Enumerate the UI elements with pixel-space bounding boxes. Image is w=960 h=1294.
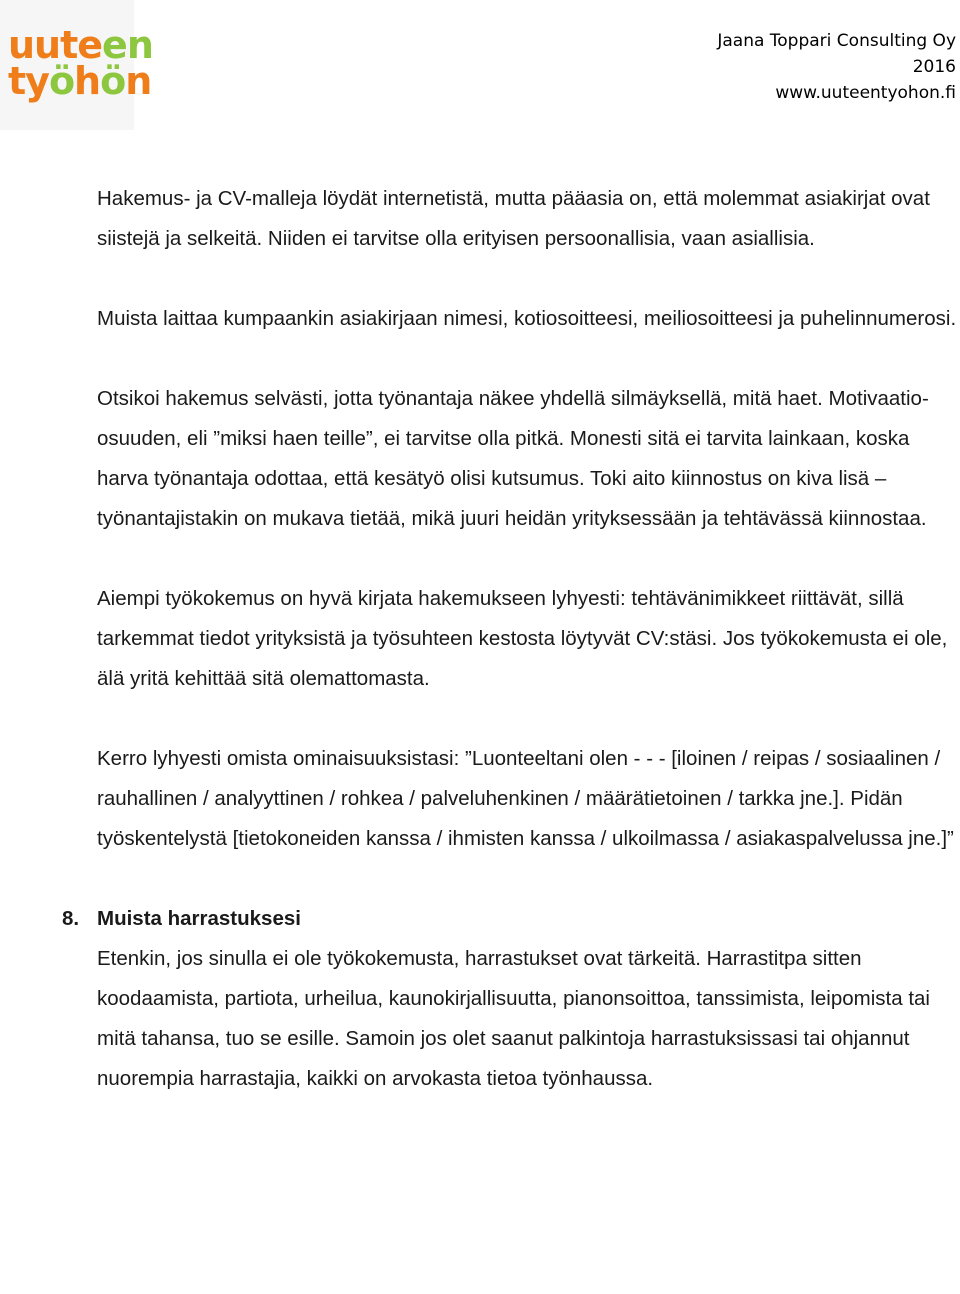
paragraph-templates: Hakemus- ja CV-malleja löydät internetistä, mutta pääasia on, että molemmat asiakirjat ovat siistejä ja selkeitä. Niiden ei tarvitse olla erityisen persoonallisia, vaan asiallisia. — [97, 187, 930, 250]
section-number: 8. — [62, 907, 80, 930]
logo-text: ty — [8, 59, 49, 103]
website-link[interactable]: www.uuteentyohon.fi — [775, 83, 956, 103]
logo-text: n — [125, 59, 152, 103]
paragraph-personal-qualities: Kerro lyhyesti omista ominaisuuksistasi: ”Luonteeltani olen - - - [iloinen / reipas / sosiaalinen / rauhallinen / analyyttinen / rohkea / palveluhenkinen / määrätietoinen / tarkka jne.]. Pidän työskentelystä [tietokoneiden kanssa / ihmisten kanssa / ulkoilmassa / asiakaspalvelussa jne.]” — [97, 747, 954, 850]
document-body — [62, 179, 959, 1099]
logo-text: ö — [100, 59, 126, 103]
logo-text: ö — [48, 59, 75, 103]
section-8-heading — [62, 899, 959, 939]
logo-text: uute — [8, 23, 103, 67]
paragraph-hobbies: Etenkin, jos sinulla ei ole työkokemusta, harrastukset ovat tärkeitä. Harrastitpa sitten koodaamista, partiota, urheilua, kaunokirjallisuutta, pianonsoittoa, tanssimista, leipomista tai mitä tahansa, tuo se esille. Samoin jos olet saanut palkintoja harrastuksissasi tai ohjannut nuorempia harrastajia, kaikki on arvokasta tietoa työnhaussa. — [97, 947, 930, 1090]
header-info — [717, 28, 956, 106]
company-name: Jaana Toppari Consulting Oy — [717, 31, 956, 51]
paragraph-title-motivation: Otsikoi hakemus selvästi, jotta työnantaja näkee yhdellä silmäyksellä, mitä haet. Motivaatio-osuuden, eli ”miksi haen teille”, ei tarvitse olla pitkä. Monesti sitä ei tarvita lainkaan, koska harva työnantaja odottaa, että kesätyö olisi kutsumus. Toki aito kiinnostus on kiva lisä – työnantajistakin on mukava tietää, mikä juuri heidän yrityksessään ja tehtävässä kiinnostaa. — [97, 387, 929, 530]
logo-text: h — [74, 59, 101, 103]
logo-line-2 — [8, 59, 152, 103]
paragraph-contact-info: Muista laittaa kumpaankin asiakirjaan nimesi, kotiosoitteesi, meiliosoitteesi ja puhelinnumerosi. — [97, 307, 957, 330]
uuteen-tyohon-logo — [0, 0, 153, 130]
paragraph-work-experience: Aiempi työkokemus on hyvä kirjata hakemukseen lyhyesti: tehtävänimikkeet riittävät, sillä tarkemmat tiedot yrityksistä ja työsuhteen kestosta löytyvät CV:stäsi. Jos työkokemusta ei ole, älä yritä kehittää sitä olemattomasta. — [97, 587, 948, 690]
logo-text: en — [102, 23, 153, 67]
section-title: Muista harrastuksesi — [97, 907, 301, 930]
year: 2016 — [912, 57, 956, 77]
